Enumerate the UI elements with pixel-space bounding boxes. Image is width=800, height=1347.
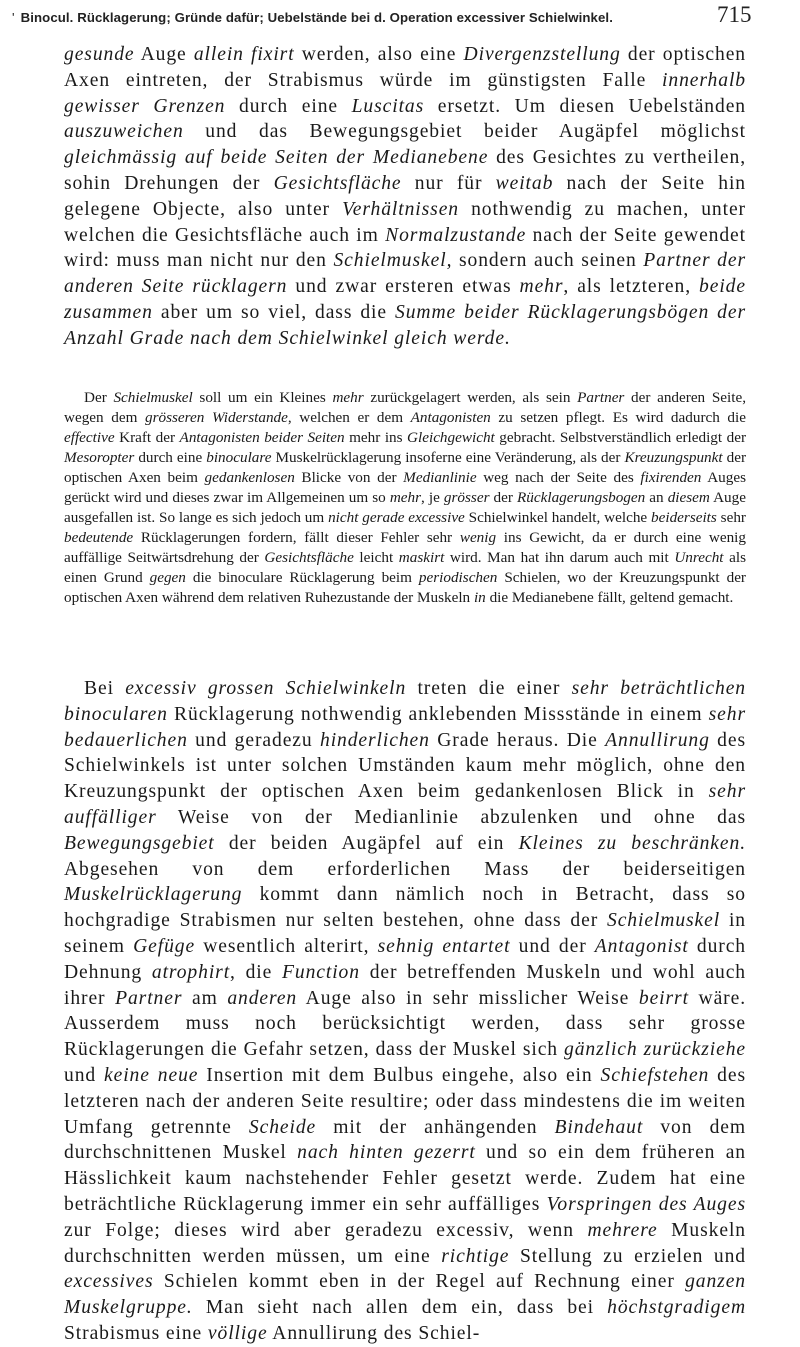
running-head-rule: '	[12, 10, 15, 25]
paragraph-continuation: gesunde Auge allein fixirt werden, also eine Divergenzstellung der optischen Axen eintreten, der Strabismus würde im günstigsten Falle innerhalb gewisser Grenzen durch eine Luscitas ersetzt. Um diesen Uebelständen auszuweichen und das Bewegungsgebiet beider Augäpfel möglichst gleichmässig auf beide Seiten der Medianebene des Gesichtes zu vertheilen, sohin Drehungen der Gesichtsfläche nur für weitab nach der Seite hin gelegene Objecte, also unter Verhältnissen nothwendig zu machen, unter welchen die Gesichtsfläche auch im Normalzustande nach der Seite gewendet wird: muss man nicht nur den Schielmuskel, sondern auch seinen Partner der anderen Seite rücklagern und zwar ersteren etwas mehr, als letzteren, beide zusammen aber um so viel, dass die Summe beider Rücklagerungsbögen der Anzahl Grade nach dem Schielwinkel gleich werde.	[64, 44, 747, 349]
paragraph-excessive-angles: Bei excessiv grossen Schielwinkeln treten die einer sehr beträchtlichen binocularen Rücklagerung nothwendig anklebenden Missstände in einem sehr bedauerlichen und geradezu hinderlichen Grade heraus. Die Annullirung des Schielwinkels ist unter solchen Umständen kaum mehr möglich, ohne den Kreuzungspunkt der optischen Axen beim gedankenlosen Blick in sehr auffälliger Weise von der Medianlinie abzulenken und ohne das Bewegungsgebiet der beiden Augäpfel auf ein Kleines zu beschränken. Abgesehen von dem erforderlichen Mass der beiderseitigen Muskelrücklagerung kommt dann nämlich noch in Betracht, dass so hochgradige Strabismen nur selten bestehen, ohne dass der Schielmuskel in seinem Gefüge wesentlich alterirt, sehnig entartet und der Antagonist durch Dehnung atrophirt, die Function der betreffenden Muskeln und wohl auch ihrer Partner am anderen Auge also in sehr misslicher Weise beirrt wäre. Ausserdem muss noch berücksichtigt werden, dass sehr grosse Rücklagerungen die Gefahr setzen, dass der Muskel sich gänzlich zurückziehe und keine neue Insertion mit dem Bulbus eingehe, also ein Schiefstehen des letzteren nach der anderen Seite resultire; oder dass mindestens die im weiten Umfang getrennte Scheide mit der anhängenden Bindehaut von dem durchschnittenen Muskel nach hinten gezerrt und so ein dem früheren an Hässlichkeit kaum nachstehender Fehler gesetzt werde. Zudem hat eine beträchtliche Rücklagerung immer ein sehr auffälliges Vorspringen des Auges zur Folge; dieses wird aber geradezu excessiv, wenn mehrere Muskeln durchschnitten werden müssen, um eine richtige Stellung zu erzielen und excessives Schielen kommt eben in der Regel auf Rechnung einer ganzen Muskelgruppe. Man sieht nach allen dem ein, dass bei höchstgradigem Strabismus eine völlige Annullirung des Schiel-	[64, 678, 747, 1344]
page-number: 715	[717, 2, 752, 27]
small-print-note: Der Schielmuskel soll um ein Kleines mehr zurückgelagert werden, als sein Partner der anderen Seite, wegen dem grösseren Widerstande, welchen er dem Antagonisten zu setzen pflegt. Es wird dadurch die effective Kraft der Antagonisten beider Seiten mehr ins Gleichgewicht gebracht. Selbstverständlich erledigt der Mesoropter durch eine binoculare Muskelrücklagerung insoferne eine Veränderung, als der Kreuzungspunkt der optischen Axen beim gedankenlosen Blicke von der Medianlinie weg nach der Seite des fixirenden Auges gerückt wird und dieses zwar im Allgemeinen um so mehr, je grösser der Rücklagerungsbogen an diesem Auge ausgefallen ist. So lange es sich jedoch um nicht gerade excessive Schielwinkel handelt, welche beiderseits sehr bedeutende Rücklagerungen fordern, fällt dieser Fehler sehr wenig ins Gewicht, da er durch eine wenig auffällige Seitwärtsdrehung der Gesichtsfläche leicht maskirt wird. Man hat ihn darum auch mit Unrecht als einen Grund gegen die binoculare Rücklagerung beim periodischen Schielen, wo der Kreuzungspunkt der optischen Axen während dem relativen Ruhezustande der Muskeln in die Medianebene fällt, geltend gemacht.	[64, 389, 747, 606]
running-head	[12, 10, 712, 34]
running-head-text: Binocul. Rücklagerung; Gründe dafür; Uebelstände bei d. Operation excessiver Schielwinkel.	[20, 10, 613, 25]
